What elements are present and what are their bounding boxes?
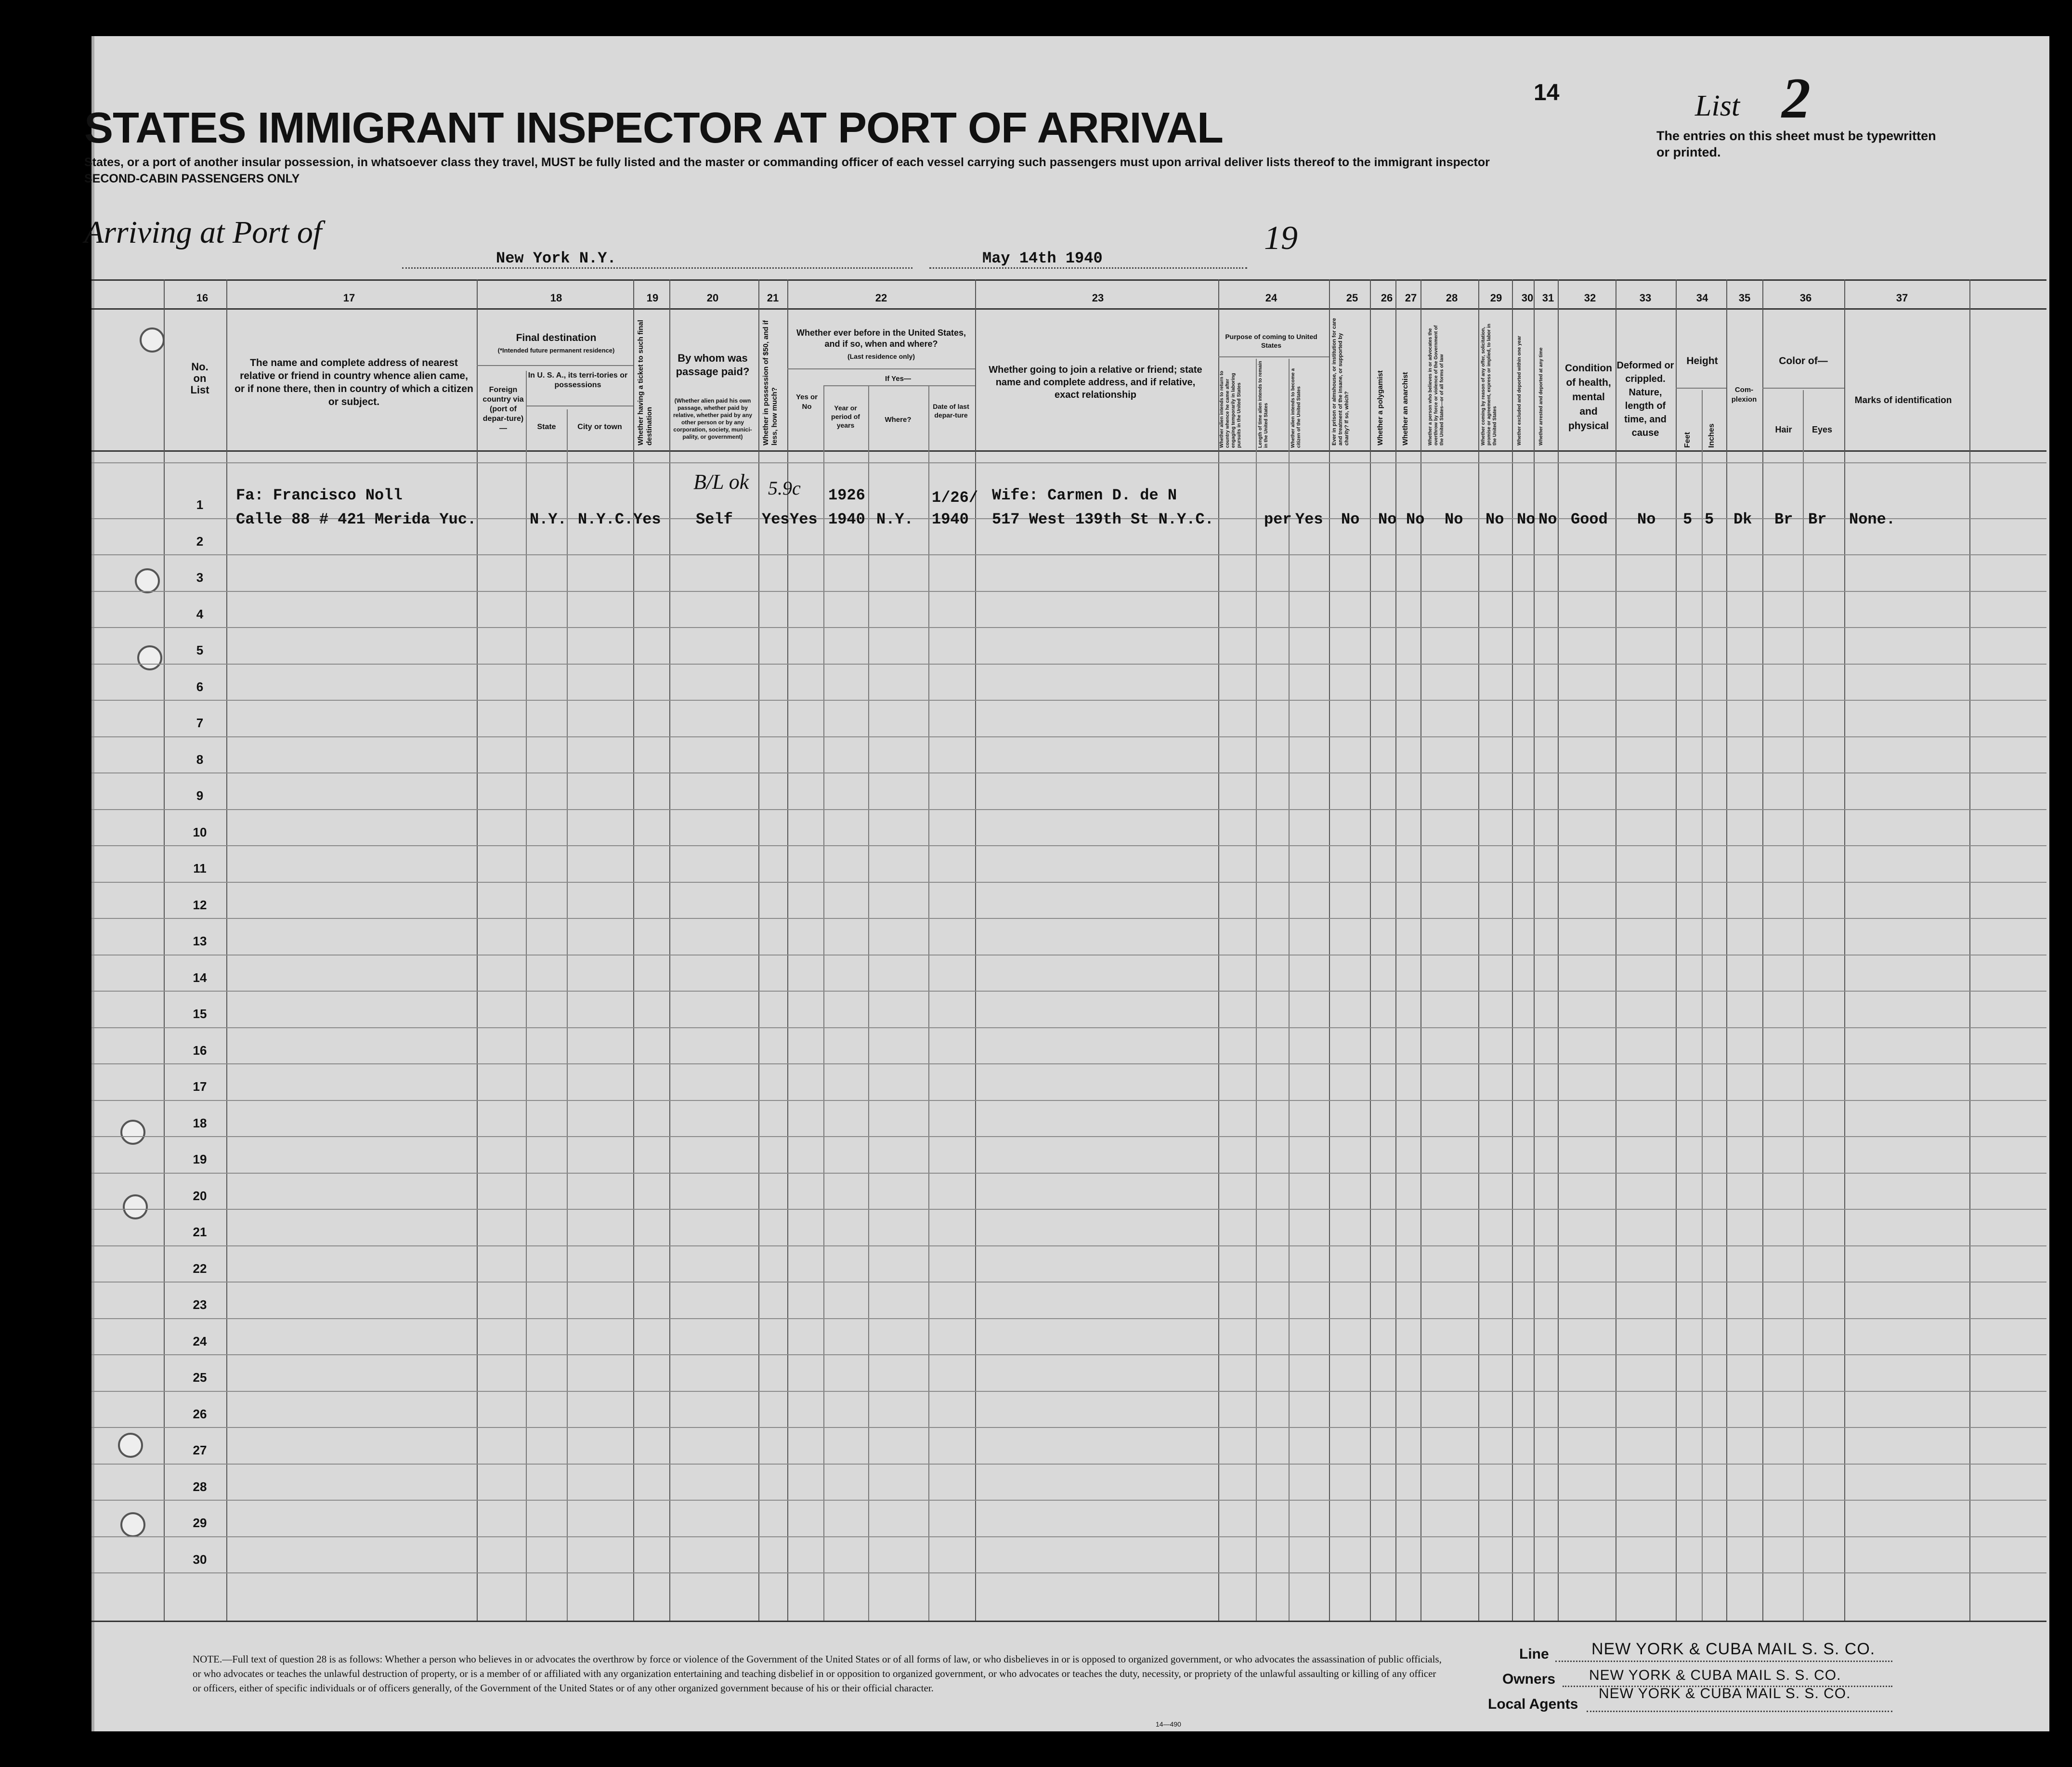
entry-years-line2: 1940	[828, 510, 865, 528]
col-25-number: 25	[1346, 292, 1358, 304]
column-divider	[1762, 279, 1763, 1621]
row-rule	[91, 918, 2046, 919]
col-33-number: 33	[1639, 292, 1652, 304]
row-number: 28	[193, 1479, 207, 1494]
column-divider	[1512, 279, 1513, 1621]
header-anarchist: Whether an anarchist	[1401, 372, 1409, 445]
row-rule	[91, 882, 2046, 883]
column-divider	[1534, 279, 1535, 1621]
entry-where: N.Y.	[876, 510, 913, 528]
row-rule	[91, 1027, 2046, 1028]
row-rule	[91, 1500, 2046, 1501]
header-joining: Whether going to join a relative or friend; state name and complete address, and if relative, exact relationship	[989, 365, 1202, 400]
row-rule	[91, 1464, 2046, 1465]
col-34-number: 34	[1696, 292, 1708, 304]
header-if-yes: If Yes—	[885, 375, 911, 383]
column-divider	[1420, 279, 1421, 1621]
agents-rule	[1587, 1711, 1892, 1712]
row-rule	[91, 1136, 2046, 1137]
form-number: 14—490	[1156, 1720, 1181, 1728]
entry-feet: 5	[1683, 510, 1693, 528]
entry-inches: 5	[1705, 510, 1714, 528]
row-rule	[91, 1572, 2046, 1573]
row-number: 20	[193, 1189, 207, 1203]
header-state: State	[537, 423, 556, 431]
subcolumn-divider	[1256, 359, 1257, 1621]
header-year-period: Year or period of years	[831, 404, 860, 429]
header-passage-paid-note: (Whether alien paid his own passage, whether paid by relative, whether paid by any other person or by any corporation, society, munici-pality, or government)	[673, 397, 753, 440]
subcolumn-divider	[868, 385, 869, 1621]
row-number: 30	[193, 1552, 207, 1567]
header-no-on-list: No. on List	[190, 361, 209, 396]
row-rule	[91, 736, 2046, 737]
header-marks: Marks of identification	[1854, 395, 1952, 406]
header-last-residence: (Last residence only)	[847, 353, 915, 360]
entry-complexion: Dk	[1733, 510, 1752, 528]
entry-polygamist: No	[1378, 510, 1397, 528]
col-30-number: 30	[1521, 292, 1534, 304]
col-31-number: 31	[1542, 292, 1554, 304]
header-subrule	[1218, 356, 1329, 357]
entry-departure-line2: 1940	[932, 510, 969, 528]
subcolumn-divider	[1803, 390, 1804, 1621]
row-number: 5	[196, 643, 204, 657]
subcolumn-divider	[1702, 390, 1703, 1621]
entry-before-yes: Yes	[790, 510, 818, 528]
column-divider	[758, 279, 759, 1621]
header-prison: Ever in prison or almshouse, or institution for care and treatment of the insane, or supported by charity? If so, which?	[1331, 318, 1350, 445]
entry-money-annotation: 5.9c	[768, 477, 801, 499]
row-number: 19	[193, 1152, 207, 1166]
row-number: 9	[196, 788, 204, 803]
header-color-of: Color of—	[1779, 355, 1828, 366]
col-24-number: 24	[1265, 292, 1277, 304]
punch-hole	[123, 1194, 148, 1219]
date-line	[929, 267, 1247, 269]
header-feet: Feet	[1683, 432, 1692, 448]
header-final-destination-sub: (*Intended future permanent residence)	[497, 347, 615, 354]
header-money: Whether in possession of $50, and if less, how much?	[762, 320, 779, 445]
row-rule	[91, 700, 2046, 701]
header-inches: Inches	[1707, 423, 1716, 448]
col-21-number: 21	[767, 292, 779, 304]
row-number: 16	[193, 1043, 207, 1058]
entry-c30: No	[1517, 510, 1536, 528]
row-number: 13	[193, 934, 207, 948]
column-divider	[1395, 279, 1396, 1621]
table-bottom-line	[91, 1621, 2046, 1622]
row-rule	[91, 462, 2046, 463]
column-divider	[1676, 279, 1677, 1621]
col-27-number: 27	[1405, 292, 1417, 304]
row-number: 15	[193, 1007, 207, 1021]
header-bottom-line	[91, 450, 2046, 452]
punch-hole	[135, 568, 160, 593]
row-number: 26	[193, 1407, 207, 1421]
owners-value: NEW YORK & CUBA MAIL S. S. CO.	[1589, 1667, 1841, 1683]
entry-prison: No	[1341, 510, 1360, 528]
entry-years-line1: 1926	[828, 486, 865, 504]
column-divider	[1218, 279, 1219, 1621]
subcolumn-divider	[526, 371, 527, 1621]
entry-c28: No	[1445, 510, 1463, 528]
col-17-number: 17	[343, 292, 355, 304]
row-number: 24	[193, 1334, 207, 1348]
header-final-destination: Final destination	[516, 332, 597, 343]
entry-paid-by-annotation: B/L ok	[693, 470, 749, 494]
entry-paid-by: Self	[696, 510, 733, 528]
row-rule	[91, 591, 2046, 592]
header-ticket: Whether having a ticket to such final destination	[637, 320, 653, 445]
entry-purpose-c: Yes	[1295, 510, 1323, 528]
subcolumn-divider	[823, 385, 824, 1621]
port-line	[402, 267, 912, 269]
header-date-departure: Date of last depar-ture	[933, 403, 969, 419]
row-number: 11	[193, 861, 207, 876]
header-height: Height	[1686, 355, 1718, 366]
manifest-sheet	[91, 36, 2049, 1731]
column-divider	[1370, 279, 1371, 1621]
entry-joining-line1: Wife: Carmen D. de N	[992, 486, 1177, 504]
entry-c31: No	[1538, 510, 1557, 528]
row-rule	[91, 1536, 2046, 1537]
column-divider	[1726, 279, 1727, 1621]
punch-hole	[118, 1433, 143, 1458]
header-c30: Whether excluded and deported within one year	[1517, 336, 1522, 445]
entry-hair: Br	[1774, 510, 1793, 528]
punch-hole	[140, 327, 165, 353]
entry-joining-line2: 517 West 139th St N.Y.C.	[992, 510, 1214, 528]
row-rule	[91, 554, 2046, 555]
list-note: The entries on this sheet must be typewritten or printed.	[1656, 129, 1936, 159]
column-divider	[164, 279, 165, 1621]
row-number: 8	[196, 752, 204, 767]
row-rule	[91, 1354, 2046, 1355]
header-deformed: Deformed or crippled. Nature, length of time, and cause	[1616, 360, 1674, 438]
entry-relative-line2: Calle 88 # 421 Merida Yuc.	[236, 510, 477, 528]
line-label: Line	[1519, 1646, 1549, 1662]
col-35-number: 35	[1738, 292, 1751, 304]
column-divider	[1478, 279, 1479, 1621]
header-purpose-c: Whether alien intends to become a citizen of the United States	[1290, 368, 1302, 448]
colnum-line	[91, 308, 2046, 310]
col-16-number: 16	[196, 292, 209, 304]
row-number: 23	[193, 1297, 207, 1312]
header-condition: Condition of health, mental and physical	[1565, 363, 1612, 432]
column-divider	[975, 279, 976, 1621]
row-rule	[91, 1209, 2046, 1210]
col-36-number: 36	[1799, 292, 1812, 304]
entry-purpose-b: per	[1264, 510, 1292, 528]
row-rule	[91, 1427, 2046, 1428]
port-value: New York N.Y.	[496, 249, 616, 267]
column-divider	[633, 279, 634, 1621]
entry-departure-line1: 1/26/	[932, 489, 978, 507]
header-where: Where?	[885, 416, 912, 424]
punch-hole	[137, 645, 162, 670]
col-26-number: 26	[1381, 292, 1393, 304]
row-rule	[91, 1245, 2046, 1246]
line-rule	[1555, 1661, 1892, 1662]
column-divider	[226, 279, 227, 1621]
entry-marks: None.	[1849, 510, 1896, 528]
header-c31: Whether arrested and deported at any time	[1538, 347, 1544, 445]
entry-money: Yes	[762, 510, 790, 528]
list-label: List	[1695, 90, 1740, 122]
row-rule	[91, 1391, 2046, 1392]
header-yes-no: Yes or No	[795, 393, 818, 411]
row-number: 10	[193, 825, 207, 839]
col-32-number: 32	[1584, 292, 1596, 304]
header-subrule	[1762, 388, 1844, 389]
arriving-label: Arriving at Port of	[84, 215, 322, 250]
header-subrule	[787, 368, 975, 369]
subcolumn-divider	[928, 385, 929, 1621]
entry-relative-line1: Fa: Francisco Noll	[236, 486, 403, 504]
row-number: 4	[196, 607, 204, 621]
row-number: 12	[193, 898, 207, 912]
punch-hole	[120, 1120, 145, 1145]
row-rule	[91, 1282, 2046, 1283]
col-28-number: 28	[1446, 292, 1458, 304]
agents-value: NEW YORK & CUBA MAIL S. S. CO.	[1599, 1686, 1851, 1702]
row-rule	[91, 809, 2046, 810]
col-37-number: 37	[1896, 292, 1908, 304]
entry-deformed: No	[1637, 510, 1656, 528]
col-20-number: 20	[706, 292, 719, 304]
row-rule	[91, 772, 2046, 773]
subtitle-text: States, or a port of another insular possession, in whatsoever class they travel, MUST be fully listed and the master or commanding officer of each vessel carrying such passengers must upon arrival deliver lists thereof to the immigrant inspector	[84, 156, 1490, 169]
col-23-number: 23	[1092, 292, 1104, 304]
row-number: 3	[196, 570, 204, 585]
column-divider	[669, 279, 670, 1621]
entry-ticket: Yes	[633, 510, 661, 528]
header-c29: Whether coming by reason of any offer, solicitation, promise or agreement, express or implied, to labor in the United States	[1481, 324, 1498, 445]
row-rule	[91, 627, 2046, 628]
entry-c29: No	[1486, 510, 1504, 528]
row-rule	[91, 991, 2046, 992]
header-before-us: Whether ever before in the United States, and if so, when and where?	[796, 328, 966, 349]
header-purpose: Purpose of coming to United States	[1225, 333, 1317, 349]
entry-state: N.Y.	[530, 510, 567, 528]
header-subrule	[477, 365, 633, 366]
row-rule	[91, 1063, 2046, 1064]
header-city: City or town	[577, 423, 622, 431]
header-eyes: Eyes	[1811, 425, 1833, 434]
header-in-usa: In U. S. A., its terri-tories or possessions	[528, 371, 628, 389]
row-rule	[91, 845, 2046, 846]
page-title: STATES IMMIGRANT INSPECTOR AT PORT OF ARRIVAL	[84, 104, 1223, 152]
column-divider	[1558, 279, 1559, 1621]
date-value: May 14th 1940	[982, 249, 1103, 267]
row-number: 7	[196, 716, 204, 730]
row-number: 6	[196, 680, 204, 694]
entry-city: N.Y.C.	[578, 510, 634, 528]
footer-note: NOTE.—Full text of question 28 is as follows: Whether a person who believes in or advocates the overthrow by force or violence of the Government of the United States or of all forms of law, or who disbelieves in or is opposed to organized government, or who advocates the assassination of public officials, or who advocates or teaches the unlawful destruction of property, or is a member of or affiliated with any organization entertaining and teaching disbelief in or opposition to organized government, or who advocates or teaches the duty, necessity, or propriety of the unlawful assaulting or killing of any officer or officers, either of specific individuals or of officers generally, of the Government of the United States or of any other organized government because of his or their official character.	[193, 1653, 1442, 1694]
row-number: 22	[193, 1261, 207, 1276]
col-18-number: 18	[550, 292, 562, 304]
subtitle-second-cabin: SECOND-CABIN PASSENGERS ONLY	[84, 172, 300, 185]
row-rule	[91, 1100, 2046, 1101]
header-hair: Hair	[1775, 425, 1792, 434]
header-passage-paid: By whom was passage paid?	[676, 352, 750, 378]
line-value: NEW YORK & CUBA MAIL S. S. CO.	[1591, 1640, 1876, 1658]
subcolumn-divider	[1289, 359, 1290, 1621]
header-purpose-b: Length of time alien intends to remain in the United States	[1258, 361, 1269, 448]
header-purpose-a: Whether alien intends to return to country whence he came after engaging temporarily in laboring pursuits in the United States	[1219, 370, 1242, 448]
header-subrule	[823, 385, 975, 386]
row-rule	[91, 1173, 2046, 1174]
header-subrule	[1676, 388, 1726, 389]
col-19-number: 19	[646, 292, 659, 304]
entry-condition: Good	[1571, 510, 1608, 528]
row-number: 29	[193, 1516, 207, 1530]
header-polygamist: Whether a polygamist	[1376, 370, 1384, 445]
row-number: 21	[193, 1225, 207, 1239]
column-divider	[477, 279, 478, 1621]
page-number: 14	[1534, 80, 1560, 105]
row-rule	[91, 1318, 2046, 1319]
row-rule	[91, 664, 2046, 665]
header-c28: Whether a person who believes in or advocates the overthrow by force or violence of the Government of the United States—or of all forms of law	[1428, 325, 1445, 445]
row-number: 27	[193, 1443, 207, 1457]
column-divider	[1844, 279, 1845, 1621]
column-divider	[1329, 279, 1330, 1621]
entry-anarchist: No	[1406, 510, 1425, 528]
header-complexion: Com-plexion	[1731, 386, 1757, 404]
col-22-number: 22	[875, 292, 887, 304]
row-number: 18	[193, 1116, 207, 1130]
row-number: 1	[196, 497, 204, 512]
list-number: 2	[1782, 66, 1811, 130]
row-number: 17	[193, 1079, 207, 1094]
punch-hole	[120, 1512, 145, 1537]
entry-eyes: Br	[1808, 510, 1827, 528]
year-prefix: 19	[1264, 220, 1298, 257]
column-divider	[1969, 279, 1970, 1621]
row-number: 25	[193, 1370, 207, 1385]
owners-label: Owners	[1502, 1671, 1556, 1687]
header-nearest-relative: The name and complete address of nearest relative or friend in country whence alien came, or if none there, then in country of which a citizen or subject.	[235, 357, 473, 407]
row-number: 2	[196, 534, 204, 549]
row-number: 14	[193, 970, 207, 985]
col-29-number: 29	[1490, 292, 1502, 304]
header-foreign-country: Foreign country via (port of depar-ture)—	[482, 386, 524, 432]
subtitle	[84, 154, 1746, 187]
table-top-line	[91, 279, 2046, 281]
agents-label: Local Agents	[1488, 1696, 1578, 1712]
